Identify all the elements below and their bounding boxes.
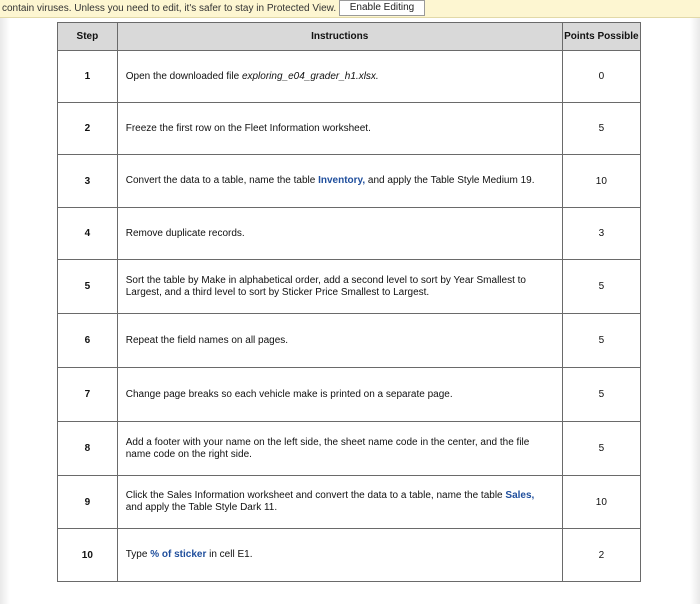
table-row	[58, 155, 641, 208]
instruction-segment: Click the Sales Information worksheet and convert the data to a table, name the table	[125, 490, 506, 501]
step-number: 9	[58, 476, 118, 529]
instruction-text	[117, 208, 562, 260]
points-value: 5	[562, 422, 640, 476]
table-row	[58, 422, 641, 476]
table-row	[58, 208, 641, 260]
points-value: 5	[562, 368, 640, 422]
instruction-segment: and apply the Table Style Medium 19.	[365, 175, 535, 186]
points-value: 2	[562, 529, 640, 582]
instruction-segment: Convert the data to a table, name the table	[125, 175, 319, 186]
protected-view-bar	[0, 0, 700, 18]
instruction-text	[117, 51, 562, 103]
header-instructions: Instructions	[117, 23, 562, 51]
instruction-segment: Remove duplicate records.	[125, 227, 245, 239]
points-value: 10	[562, 155, 640, 208]
instruction-text	[117, 314, 562, 368]
page-shadow-left	[0, 18, 10, 604]
points-value: 0	[562, 51, 640, 103]
table-row	[58, 51, 641, 103]
header-step: Step	[58, 23, 118, 51]
table-row	[58, 260, 641, 314]
table-header-row	[58, 23, 641, 51]
instruction-segment: Change page breaks so each vehicle make is printed on a separate page.	[125, 388, 453, 400]
instruction-text	[117, 260, 562, 314]
instruction-text	[117, 103, 562, 155]
points-value: 10	[562, 476, 640, 529]
step-number: 7	[58, 368, 118, 422]
instruction-segment: Add a footer with your name on the left side, the sheet name code in the center, and the file name code on the right side.	[125, 436, 530, 460]
instruction-segment: Repeat the field names on all pages.	[125, 334, 289, 346]
instruction-segment: Type	[125, 549, 151, 560]
points-value: 5	[562, 103, 640, 155]
points-value: 3	[562, 208, 640, 260]
step-number: 3	[58, 155, 118, 208]
instruction-text	[117, 155, 562, 208]
instruction-text	[117, 476, 562, 529]
instruction-filename: exploring_e04_grader_h1.xlsx.	[241, 70, 379, 82]
table-row	[58, 529, 641, 582]
table-body	[58, 51, 641, 582]
step-number: 2	[58, 103, 118, 155]
page-shadow-right	[690, 18, 700, 604]
instruction-text	[117, 422, 562, 476]
step-number: 5	[58, 260, 118, 314]
step-number: 10	[58, 529, 118, 582]
instruction-text	[117, 529, 562, 582]
enable-editing-button[interactable]: Enable Editing	[339, 0, 425, 16]
instruction-segment: Sort the table by Make in alphabetical order, add a second level to sort by Year Smallest to Largest, and a third level to sort by Sticker Price Smallest to Largest.	[125, 274, 526, 298]
instruction-text	[117, 368, 562, 422]
step-number: 6	[58, 314, 118, 368]
protected-view-message: contain viruses. Unless you need to edit, it's safer to stay in Protected View.	[2, 3, 337, 14]
step-number: 4	[58, 208, 118, 260]
instruction-keyword: % of sticker	[150, 549, 207, 560]
points-value: 5	[562, 260, 640, 314]
instruction-keyword: Inventory,	[318, 175, 366, 186]
instruction-segment: Freeze the first row on the Fleet Information worksheet.	[125, 122, 371, 134]
table-row	[58, 314, 641, 368]
table-row	[58, 476, 641, 529]
step-number: 1	[58, 51, 118, 103]
step-number: 8	[58, 422, 118, 476]
header-points-possible: Points Possible	[562, 23, 640, 51]
table-row	[58, 368, 641, 422]
table-row	[58, 103, 641, 155]
instruction-keyword: Sales,	[505, 490, 535, 501]
instructions-table	[57, 22, 641, 582]
points-value: 5	[562, 314, 640, 368]
instruction-segment: Open the downloaded file	[125, 70, 242, 82]
instruction-segment: and apply the Table Style Dark 11.	[125, 502, 278, 513]
instruction-segment: in cell E1.	[206, 549, 253, 560]
